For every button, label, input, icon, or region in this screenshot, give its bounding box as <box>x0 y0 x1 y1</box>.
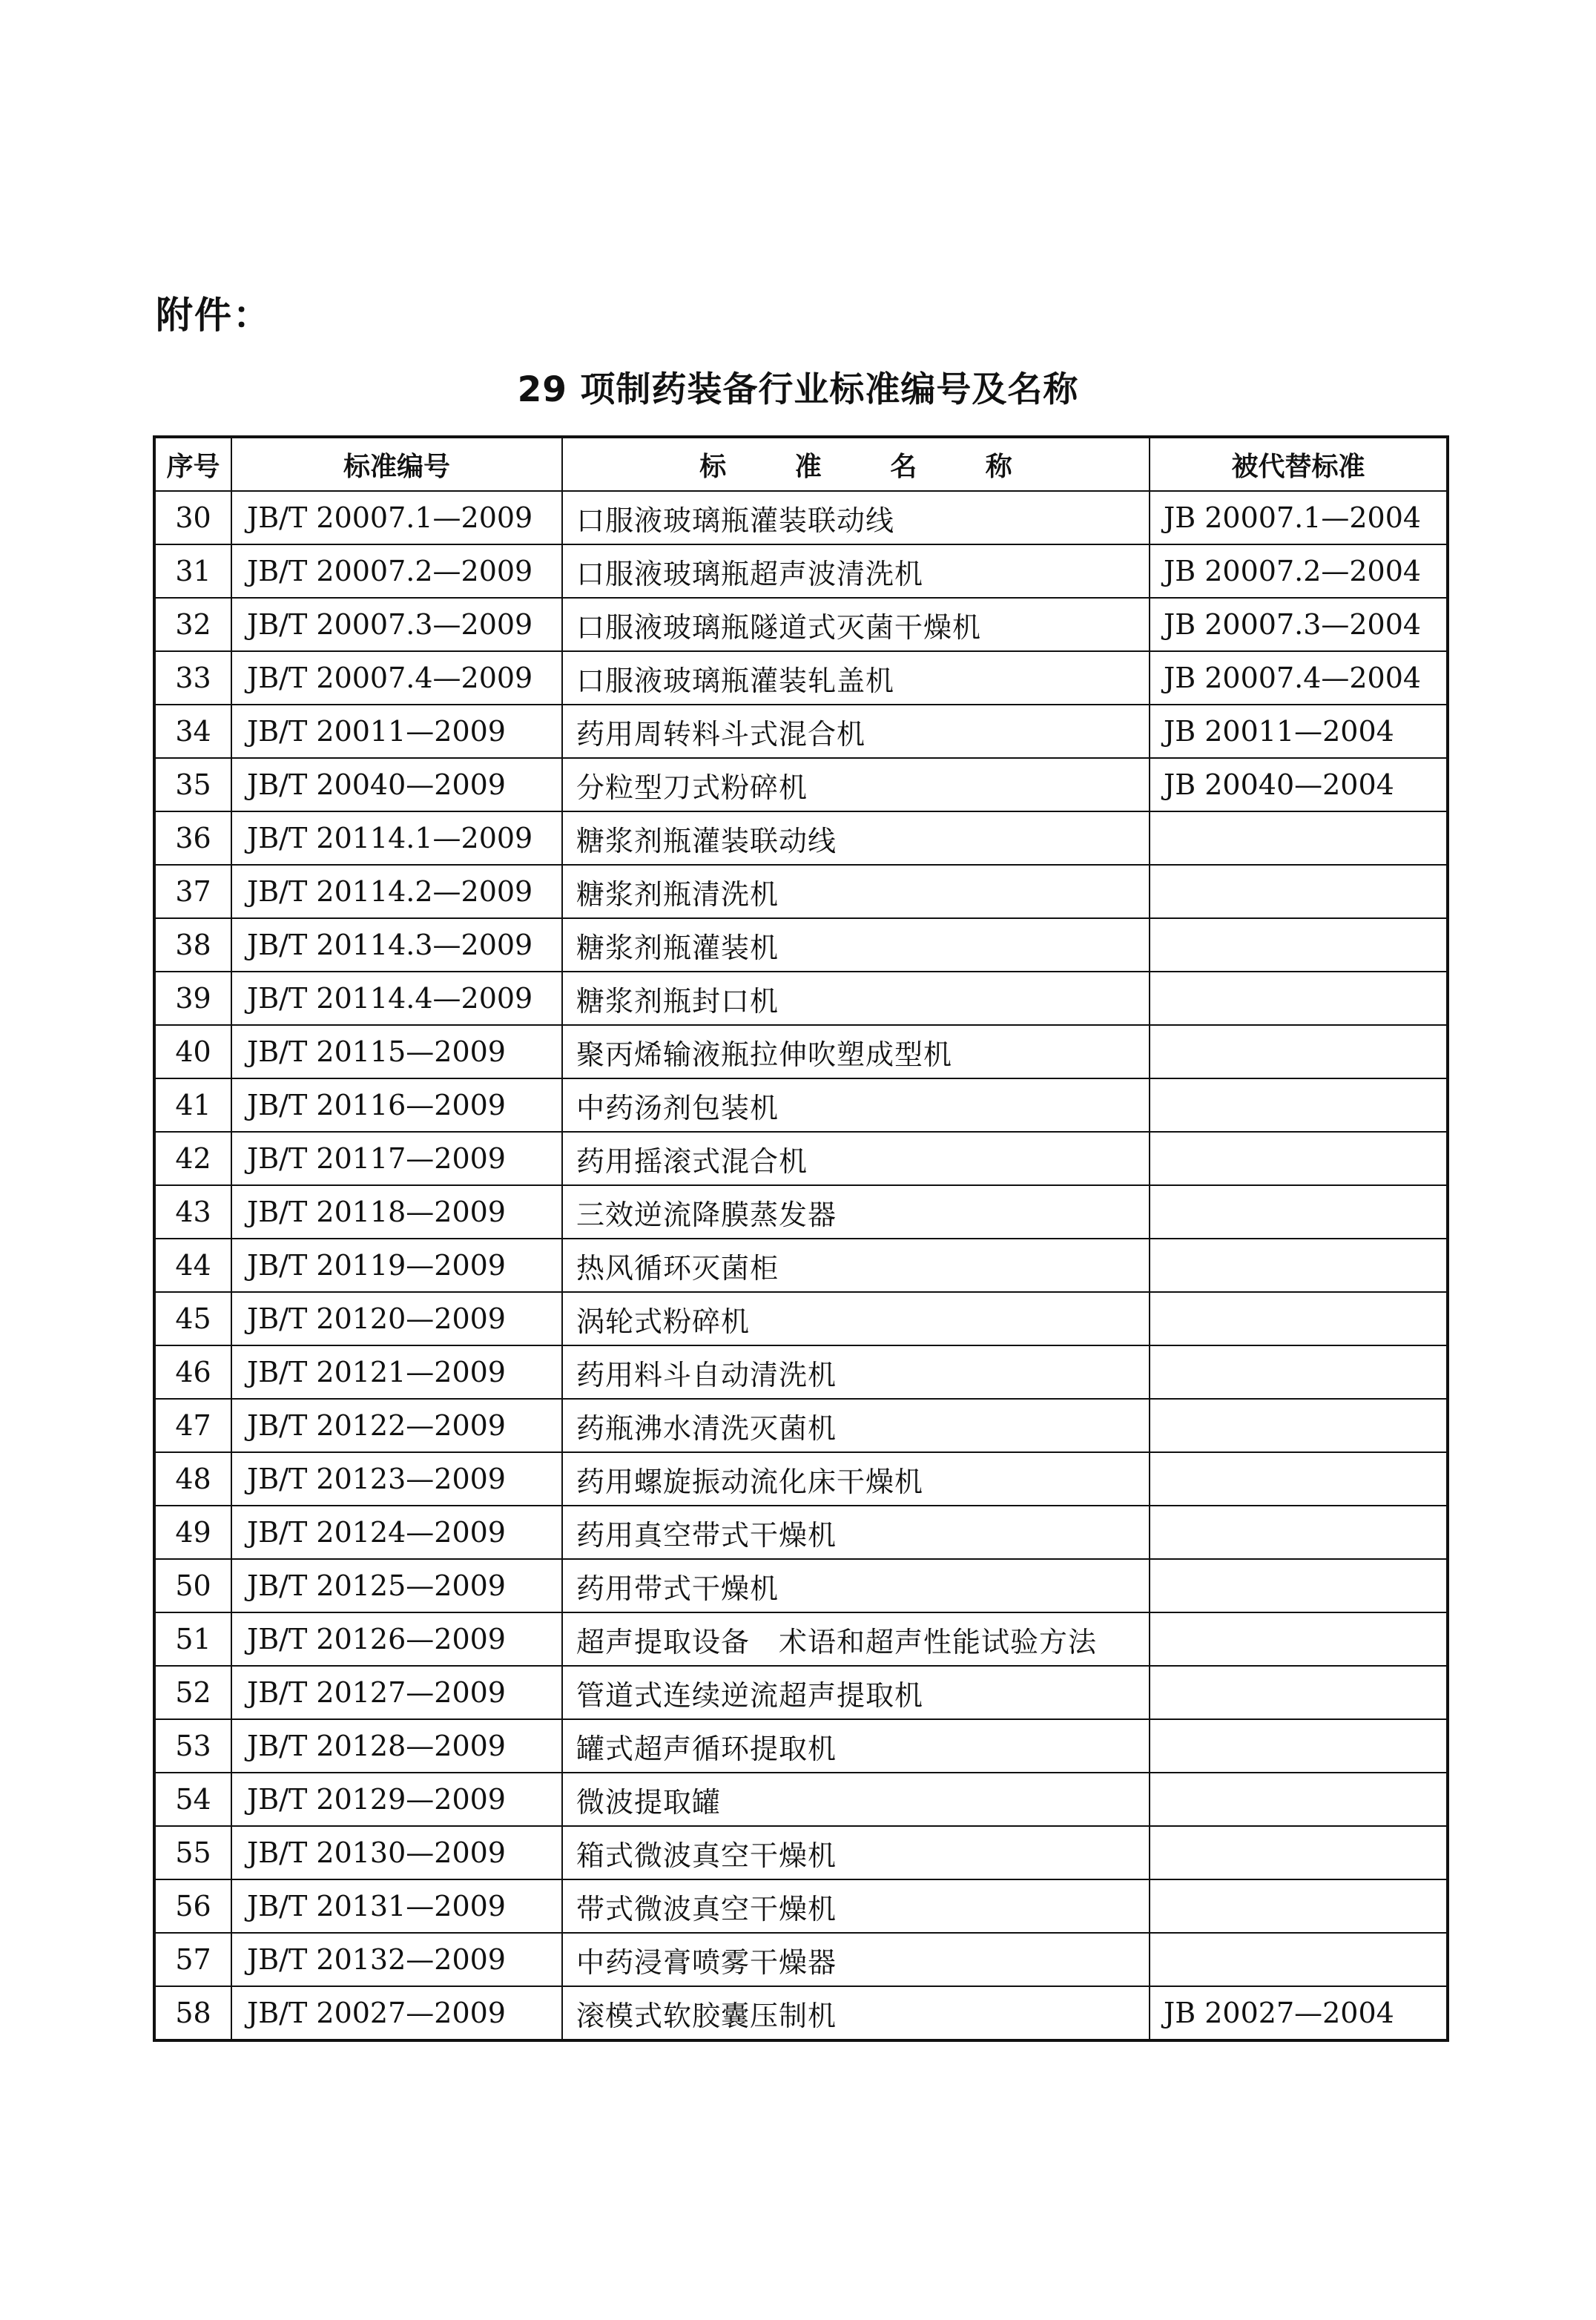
table-row <box>154 651 1448 705</box>
table-row <box>154 1506 1448 1559</box>
row-standard-code: JB/T 20127—2009 <box>231 1666 562 1719</box>
table-row <box>154 1292 1448 1345</box>
table-row <box>154 972 1448 1025</box>
row-seq: 51 <box>154 1612 231 1666</box>
row-replaced-standard: JB 20007.4—2004 <box>1150 651 1448 705</box>
table-header-row <box>154 437 1448 491</box>
row-standard-code: JB/T 20121—2009 <box>231 1345 562 1399</box>
table-row <box>154 1612 1448 1666</box>
row-replaced-standard: JB 20027—2004 <box>1150 1986 1448 2040</box>
row-replaced-standard <box>1150 1826 1448 1879</box>
row-standard-code: JB/T 20114.2—2009 <box>231 865 562 918</box>
row-standard-code: JB/T 20007.2—2009 <box>231 544 562 598</box>
header-replaced: 被代替标准 <box>1150 437 1448 491</box>
table-row <box>154 544 1448 598</box>
row-seq: 32 <box>154 598 231 651</box>
row-replaced-standard <box>1150 1612 1448 1666</box>
table-row <box>154 1345 1448 1399</box>
table-body <box>154 491 1448 2040</box>
table-row <box>154 1132 1448 1185</box>
table-row <box>154 1719 1448 1773</box>
table-row <box>154 1452 1448 1506</box>
row-standard-name: 口服液玻璃瓶超声波清洗机 <box>562 544 1150 598</box>
row-standard-name: 中药浸膏喷雾干燥器 <box>562 1933 1150 1986</box>
row-standard-code: JB/T 20128—2009 <box>231 1719 562 1773</box>
row-replaced-standard <box>1150 1879 1448 1933</box>
row-standard-code: JB/T 20123—2009 <box>231 1452 562 1506</box>
table-row <box>154 1025 1448 1078</box>
row-standard-name: 口服液玻璃瓶灌装轧盖机 <box>562 651 1150 705</box>
row-seq: 33 <box>154 651 231 705</box>
row-replaced-standard <box>1150 1933 1448 1986</box>
row-standard-name: 罐式超声循环提取机 <box>562 1719 1150 1773</box>
row-seq: 30 <box>154 491 231 544</box>
row-standard-code: JB/T 20116—2009 <box>231 1078 562 1132</box>
row-standard-code: JB/T 20011—2009 <box>231 705 562 758</box>
row-standard-code: JB/T 20119—2009 <box>231 1239 562 1292</box>
row-replaced-standard <box>1150 1452 1448 1506</box>
table-row <box>154 918 1448 972</box>
row-standard-name: 带式微波真空干燥机 <box>562 1879 1150 1933</box>
row-seq: 52 <box>154 1666 231 1719</box>
row-standard-name: 药用螺旋振动流化床干燥机 <box>562 1452 1150 1506</box>
row-standard-name: 滚模式软胶囊压制机 <box>562 1986 1150 2040</box>
row-replaced-standard <box>1150 1025 1448 1078</box>
row-standard-code: JB/T 20007.1—2009 <box>231 491 562 544</box>
row-seq: 39 <box>154 972 231 1025</box>
row-standard-code: JB/T 20130—2009 <box>231 1826 562 1879</box>
table-row <box>154 865 1448 918</box>
page-title: 29 项制药装备行业标准编号及名称 <box>517 369 1079 410</box>
header-seq: 序号 <box>154 437 231 491</box>
row-seq: 58 <box>154 1986 231 2040</box>
row-standard-name: 药用周转料斗式混合机 <box>562 705 1150 758</box>
row-replaced-standard <box>1150 1185 1448 1239</box>
row-replaced-standard <box>1150 1292 1448 1345</box>
row-seq: 45 <box>154 1292 231 1345</box>
table-row <box>154 598 1448 651</box>
row-seq: 57 <box>154 1933 231 1986</box>
row-standard-name: 热风循环灭菌柜 <box>562 1239 1150 1292</box>
row-seq: 34 <box>154 705 231 758</box>
table-row <box>154 1879 1448 1933</box>
row-standard-code: JB/T 20027—2009 <box>231 1986 562 2040</box>
row-standard-code: JB/T 20114.3—2009 <box>231 918 562 972</box>
row-standard-name: 管道式连续逆流超声提取机 <box>562 1666 1150 1719</box>
row-replaced-standard <box>1150 1078 1448 1132</box>
row-standard-name: 涡轮式粉碎机 <box>562 1292 1150 1345</box>
row-replaced-standard: JB 20007.3—2004 <box>1150 598 1448 651</box>
row-replaced-standard <box>1150 918 1448 972</box>
row-standard-name: 糖浆剂瓶清洗机 <box>562 865 1150 918</box>
row-standard-name: 分粒型刀式粉碎机 <box>562 758 1150 811</box>
row-standard-code: JB/T 20007.3—2009 <box>231 598 562 651</box>
row-replaced-standard: JB 20007.1—2004 <box>1150 491 1448 544</box>
row-replaced-standard <box>1150 1666 1448 1719</box>
table-row <box>154 491 1448 544</box>
row-seq: 41 <box>154 1078 231 1132</box>
row-seq: 53 <box>154 1719 231 1773</box>
row-standard-name: 药用料斗自动清洗机 <box>562 1345 1150 1399</box>
row-standard-code: JB/T 20129—2009 <box>231 1773 562 1826</box>
row-replaced-standard <box>1150 1559 1448 1612</box>
table-row <box>154 758 1448 811</box>
row-replaced-standard <box>1150 1239 1448 1292</box>
row-seq: 42 <box>154 1132 231 1185</box>
table-row <box>154 1078 1448 1132</box>
row-standard-name: 药瓶沸水清洗灭菌机 <box>562 1399 1150 1452</box>
row-standard-code: JB/T 20125—2009 <box>231 1559 562 1612</box>
annex-label: 附件： <box>156 294 271 337</box>
row-seq: 56 <box>154 1879 231 1933</box>
row-replaced-standard <box>1150 865 1448 918</box>
row-seq: 31 <box>154 544 231 598</box>
row-standard-name: 药用摇滚式混合机 <box>562 1132 1150 1185</box>
row-replaced-standard <box>1150 1773 1448 1826</box>
table-row <box>154 1773 1448 1826</box>
row-seq: 40 <box>154 1025 231 1078</box>
row-seq: 46 <box>154 1345 231 1399</box>
row-seq: 43 <box>154 1185 231 1239</box>
table-row <box>154 1185 1448 1239</box>
row-standard-name: 药用真空带式干燥机 <box>562 1506 1150 1559</box>
row-replaced-standard: JB 20007.2—2004 <box>1150 544 1448 598</box>
row-seq: 48 <box>154 1452 231 1506</box>
row-seq: 49 <box>154 1506 231 1559</box>
row-standard-name: 糖浆剂瓶灌装联动线 <box>562 811 1150 865</box>
row-standard-code: JB/T 20120—2009 <box>231 1292 562 1345</box>
row-seq: 44 <box>154 1239 231 1292</box>
standards-table <box>153 435 1449 2042</box>
table-row <box>154 705 1448 758</box>
row-seq: 55 <box>154 1826 231 1879</box>
row-standard-code: JB/T 20114.4—2009 <box>231 972 562 1025</box>
row-standard-name: 箱式微波真空干燥机 <box>562 1826 1150 1879</box>
row-standard-name: 口服液玻璃瓶灌装联动线 <box>562 491 1150 544</box>
row-standard-name: 聚丙烯输液瓶拉伸吹塑成型机 <box>562 1025 1150 1078</box>
table-row <box>154 1239 1448 1292</box>
row-standard-code: JB/T 20124—2009 <box>231 1506 562 1559</box>
row-replaced-standard <box>1150 1345 1448 1399</box>
row-standard-code: JB/T 20117—2009 <box>231 1132 562 1185</box>
row-standard-code: JB/T 20115—2009 <box>231 1025 562 1078</box>
row-seq: 50 <box>154 1559 231 1612</box>
table-row <box>154 1666 1448 1719</box>
row-replaced-standard <box>1150 1719 1448 1773</box>
row-standard-code: JB/T 20114.1—2009 <box>231 811 562 865</box>
row-standard-name: 微波提取罐 <box>562 1773 1150 1826</box>
row-standard-code: JB/T 20126—2009 <box>231 1612 562 1666</box>
header-name: 标 准 名 称 <box>562 437 1150 491</box>
header-code: 标准编号 <box>231 437 562 491</box>
row-seq: 37 <box>154 865 231 918</box>
row-standard-code: JB/T 20131—2009 <box>231 1879 562 1933</box>
row-seq: 47 <box>154 1399 231 1452</box>
row-seq: 54 <box>154 1773 231 1826</box>
row-seq: 35 <box>154 758 231 811</box>
row-replaced-standard <box>1150 972 1448 1025</box>
row-seq: 38 <box>154 918 231 972</box>
table-row <box>154 1933 1448 1986</box>
row-standard-name: 口服液玻璃瓶隧道式灭菌干燥机 <box>562 598 1150 651</box>
row-seq: 36 <box>154 811 231 865</box>
row-standard-name: 中药汤剂包装机 <box>562 1078 1150 1132</box>
table-row <box>154 1986 1448 2040</box>
row-standard-name: 超声提取设备 术语和超声性能试验方法 <box>562 1612 1150 1666</box>
row-standard-name: 糖浆剂瓶封口机 <box>562 972 1150 1025</box>
table-row <box>154 1399 1448 1452</box>
row-standard-name: 三效逆流降膜蒸发器 <box>562 1185 1150 1239</box>
table-row <box>154 811 1448 865</box>
row-replaced-standard: JB 20011—2004 <box>1150 705 1448 758</box>
row-standard-code: JB/T 20007.4—2009 <box>231 651 562 705</box>
table-row <box>154 1559 1448 1612</box>
row-standard-code: JB/T 20132—2009 <box>231 1933 562 1986</box>
row-standard-code: JB/T 20040—2009 <box>231 758 562 811</box>
row-replaced-standard <box>1150 1506 1448 1559</box>
row-standard-name: 药用带式干燥机 <box>562 1559 1150 1612</box>
row-replaced-standard: JB 20040—2004 <box>1150 758 1448 811</box>
row-standard-name: 糖浆剂瓶灌装机 <box>562 918 1150 972</box>
row-replaced-standard <box>1150 811 1448 865</box>
table-row <box>154 1826 1448 1879</box>
row-standard-code: JB/T 20122—2009 <box>231 1399 562 1452</box>
row-standard-code: JB/T 20118—2009 <box>231 1185 562 1239</box>
row-replaced-standard <box>1150 1132 1448 1185</box>
row-replaced-standard <box>1150 1399 1448 1452</box>
